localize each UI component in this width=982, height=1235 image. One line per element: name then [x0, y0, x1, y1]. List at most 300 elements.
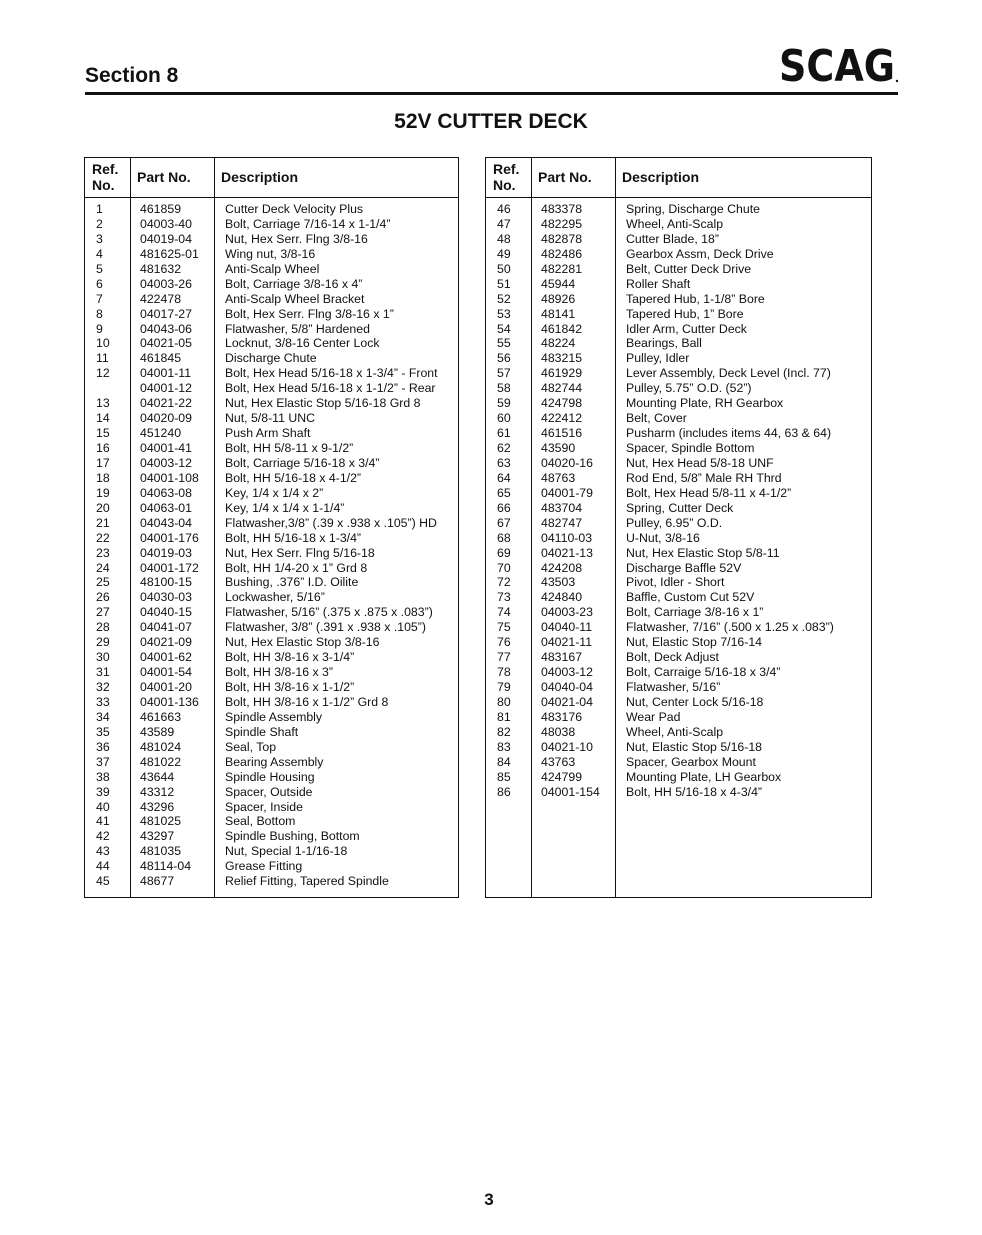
part-no-cell: 04001-108: [140, 470, 199, 485]
table-row: [486, 680, 871, 695]
table-row: [486, 426, 871, 441]
part-no-cell: 04001-11: [140, 366, 192, 381]
description-cell: Bolt, HH 3/8-16 x 3-1/4”: [225, 650, 355, 665]
table-row: [486, 247, 871, 262]
part-no-cell: 481632: [140, 261, 182, 276]
ref-no-cell: 67: [497, 515, 511, 530]
ref-no-cell: 19: [96, 485, 110, 500]
ref-no-cell: 21: [96, 515, 110, 530]
part-no-cell: 04040-11: [541, 620, 593, 635]
part-no-cell: 481024: [140, 739, 182, 754]
ref-no-cell: 72: [497, 575, 511, 590]
table-row: [85, 322, 458, 337]
description-cell: Bolt, Hex Head 5/16-18 x 1-1/2” - Rear: [225, 381, 436, 396]
table-row: [486, 770, 871, 785]
table-row: [85, 232, 458, 247]
table-row: [486, 486, 871, 501]
description-cell: Spindle Assembly: [225, 709, 323, 724]
ref-no-cell: 76: [497, 635, 511, 650]
part-no-cell: 461842: [541, 321, 583, 336]
table-row: [85, 351, 458, 366]
ref-no-cell: 53: [497, 306, 511, 321]
part-no-cell: 04063-01: [140, 500, 192, 515]
part-no-cell: 422478: [140, 291, 182, 306]
ref-no-cell: 74: [497, 605, 511, 620]
ref-no-cell: 52: [497, 291, 511, 306]
description-cell: Nut, Elastic Stop 5/16-18: [626, 739, 763, 754]
part-no-cell: 481035: [140, 844, 182, 859]
description-cell: Spacer, Outside: [225, 784, 313, 799]
ref-no-cell: 81: [497, 709, 511, 724]
description-cell: Bolt, HH 1/4-20 x 1” Grd 8: [225, 560, 368, 575]
description-cell: Rod End, 5/8” Male RH Thrd: [626, 470, 782, 485]
table-row: [85, 411, 458, 426]
part-no-cell: 461845: [140, 351, 182, 366]
header-rule: [85, 92, 898, 95]
table-row: [85, 531, 458, 546]
description-cell: Wing nut, 3/8-16: [225, 246, 316, 261]
ref-no-cell: 54: [497, 321, 511, 336]
ref-no-cell: 73: [497, 590, 511, 605]
description-cell: Grease Fitting: [225, 859, 303, 874]
table-row: [486, 785, 871, 800]
description-cell: Bearings, Ball: [626, 336, 702, 351]
ref-no-cell: 82: [497, 724, 511, 739]
part-no-cell: 04001-136: [140, 694, 199, 709]
table-row: [486, 307, 871, 322]
part-no-cell: 482486: [541, 246, 583, 261]
part-no-cell: 461663: [140, 709, 182, 724]
ref-no-cell: 10: [96, 336, 110, 351]
ref-no-cell: 28: [96, 620, 110, 635]
part-no-cell: 424208: [541, 560, 583, 575]
description-cell: Flatwasher, 7/16” (.500 x 1.25 x .083”): [626, 620, 834, 635]
ref-no-cell: 68: [497, 530, 511, 545]
description-cell: Bolt, HH 5/16-18 x 4-1/2”: [225, 470, 362, 485]
description-cell: Spring, Cutter Deck: [626, 500, 734, 515]
ref-no-cell: 84: [497, 754, 511, 769]
description-cell: Pivot, Idler - Short: [626, 575, 725, 590]
ref-no-cell: 5: [96, 261, 103, 276]
table-row: [486, 620, 871, 635]
ref-no-cell: 32: [96, 680, 110, 694]
part-no-cell: 04001-176: [140, 530, 199, 545]
description-cell: Gearbox Assm, Deck Drive: [626, 246, 774, 261]
part-no-cell: 482295: [541, 216, 583, 231]
description-cell: Bolt, HH 5/16-18 x 4-3/4”: [626, 784, 763, 799]
part-no-cell: 04043-06: [140, 321, 192, 336]
ref-no-cell: 66: [497, 500, 511, 515]
description-cell: Tapered Hub, 1” Bore: [626, 306, 744, 321]
table-row: [85, 426, 458, 441]
table-row: [85, 710, 458, 725]
description-cell: Spacer, Spindle Bottom: [626, 441, 755, 455]
ref-no-cell: 78: [497, 665, 511, 680]
ref-no-cell: 37: [96, 754, 110, 769]
table-body: [85, 202, 458, 889]
table-header: [486, 158, 871, 198]
description-cell: Nut, Hex Elastic Stop 3/8-16: [225, 635, 380, 650]
table-row: [486, 292, 871, 307]
description-cell: Spring, Discharge Chute: [626, 202, 760, 216]
part-no-cell: 482281: [541, 261, 583, 276]
table-row: [486, 441, 871, 456]
ref-no-cell: 12: [96, 366, 110, 381]
part-no-cell: 43312: [140, 784, 175, 799]
description-cell: Bolt, Deck Adjust: [626, 650, 719, 665]
table-row: [85, 814, 458, 829]
page-number: 3: [484, 1190, 494, 1209]
part-no-cell: 48926: [541, 291, 576, 306]
description-cell: Bolt, Carraige 5/16-18 x 3/4”: [626, 665, 781, 680]
ref-no-cell: 1: [96, 202, 103, 216]
part-no-cell: 43589: [140, 724, 175, 739]
scag-logo: [779, 41, 899, 92]
table-row: [486, 396, 871, 411]
table-row: [85, 501, 458, 516]
description-cell: Flatwasher,3/8” (.39 x .938 x .105”) HD: [225, 515, 437, 530]
ref-no-cell: 85: [497, 769, 511, 784]
ref-no-cell: 9: [96, 321, 103, 336]
ref-no-cell: 27: [96, 605, 110, 620]
part-no-cell: 04021-10: [541, 739, 593, 754]
part-no-cell: 482878: [541, 231, 583, 246]
table-header: [85, 158, 458, 198]
part-no-cell: 04040-04: [541, 680, 593, 694]
table-row: [486, 695, 871, 710]
description-cell: Lever Assembly, Deck Level (Incl. 77): [626, 366, 831, 381]
description-cell: Belt, Cover: [626, 411, 687, 426]
ref-no-cell: 79: [497, 680, 511, 694]
column-header-part: Part No.: [538, 169, 592, 185]
ref-no-cell: 60: [497, 411, 511, 426]
part-no-cell: 04021-04: [541, 694, 593, 709]
ref-no-cell: 49: [497, 246, 511, 261]
description-cell: Mounting Plate, LH Gearbox: [626, 769, 782, 784]
part-no-cell: 04001-12: [140, 381, 192, 396]
part-no-cell: 04030-03: [140, 590, 192, 605]
ref-no-cell: 23: [96, 545, 110, 560]
parts-table-left: [84, 157, 459, 898]
part-no-cell: 04020-09: [140, 411, 192, 426]
table-row: [486, 456, 871, 471]
description-cell: Cutter Deck Velocity Plus: [225, 202, 364, 216]
description-cell: Wheel, Anti-Scalp: [626, 216, 724, 231]
ref-no-cell: 17: [96, 455, 110, 470]
part-no-cell: 481625-01: [140, 246, 199, 261]
part-no-cell: 483378: [541, 202, 583, 216]
description-cell: Wheel, Anti-Scalp: [626, 724, 724, 739]
ref-no-cell: 25: [96, 575, 110, 590]
description-cell: Bolt, HH 3/8-16 x 3”: [225, 665, 333, 680]
ref-no-cell: 11: [96, 351, 109, 366]
description-cell: Nut, Special 1-1/16-18: [225, 844, 348, 859]
ref-no-cell: 55: [497, 336, 511, 351]
ref-no-cell: 7: [96, 291, 103, 306]
table-row: [486, 336, 871, 351]
part-no-cell: 43297: [140, 829, 175, 844]
part-no-cell: 04041-07: [140, 620, 192, 635]
description-cell: Nut, Hex Serr. Flng 5/16-18: [225, 545, 375, 560]
table-row: [85, 262, 458, 277]
table-row: [85, 381, 458, 396]
ref-no-cell: 64: [497, 470, 511, 485]
ref-no-cell: 77: [497, 650, 511, 665]
table-row: [486, 575, 871, 590]
part-no-cell: 04001-79: [541, 485, 593, 500]
part-no-cell: 43763: [541, 754, 576, 769]
table-row: [85, 217, 458, 232]
ref-no-cell: 83: [497, 739, 511, 754]
part-no-cell: 04110-03: [541, 530, 593, 545]
ref-no-cell: 22: [96, 530, 110, 545]
table-row: [486, 546, 871, 561]
ref-no-cell: 57: [497, 366, 511, 381]
description-cell: Key, 1/4 x 1/4 x 1-1/4”: [225, 500, 345, 515]
column-header-part: Part No.: [137, 169, 191, 185]
table-row: [486, 501, 871, 516]
description-cell: Bolt, Carriage 5/16-18 x 3/4”: [225, 455, 380, 470]
part-no-cell: 45944: [541, 276, 576, 291]
table-row: [85, 546, 458, 561]
description-cell: Bolt, Hex Serr. Flng 3/8-16 x 1”: [225, 306, 394, 321]
ref-no-cell: 2: [96, 216, 103, 231]
table-row: [85, 725, 458, 740]
table-row: [486, 471, 871, 486]
table-row: [85, 695, 458, 710]
section-title: Section 8: [85, 64, 179, 87]
ref-no-cell: 26: [96, 590, 110, 605]
part-no-cell: 04019-04: [140, 231, 192, 246]
part-no-cell: 04001-172: [140, 560, 199, 575]
ref-no-cell: 33: [96, 694, 110, 709]
ref-no-cell: 38: [96, 769, 110, 784]
description-cell: Idler Arm, Cutter Deck: [626, 321, 747, 336]
part-no-cell: 04021-05: [140, 336, 192, 351]
table-row: [486, 277, 871, 292]
table-row: [85, 605, 458, 620]
part-no-cell: 451240: [140, 426, 182, 441]
ref-no-cell: 41: [96, 814, 110, 829]
table-row: [85, 785, 458, 800]
table-row: [486, 561, 871, 576]
part-no-cell: 483176: [541, 709, 583, 724]
part-no-cell: 43503: [541, 575, 576, 590]
ref-no-cell: 30: [96, 650, 110, 665]
part-no-cell: 04040-15: [140, 605, 192, 620]
description-cell: Spacer, Inside: [225, 799, 303, 814]
column-header-description: Description: [221, 169, 299, 185]
table-row: [85, 292, 458, 307]
description-cell: Flatwasher, 3/8” (.391 x .938 x .105”): [225, 620, 426, 635]
table-row: [486, 217, 871, 232]
ref-no-cell: 31: [96, 665, 110, 680]
ref-no-cell: 50: [497, 261, 511, 276]
description-cell: Nut, 5/8-11 UNC: [225, 411, 315, 426]
table-row: [486, 381, 871, 396]
part-no-cell: 424840: [541, 590, 583, 605]
table-row: [85, 277, 458, 292]
ref-no-cell: 3: [96, 231, 103, 246]
description-cell: Nut, Hex Elastic Stop 5/8-11: [626, 545, 780, 560]
ref-no-cell: 16: [96, 441, 110, 455]
table-row: [486, 740, 871, 755]
table-row: [486, 605, 871, 620]
description-cell: Roller Shaft: [626, 276, 691, 291]
table-row: [486, 262, 871, 277]
part-no-cell: 04020-16: [541, 455, 593, 470]
table-row: [85, 471, 458, 486]
description-cell: Lockwasher, 5/16”: [225, 590, 325, 605]
part-no-cell: 04043-04: [140, 515, 192, 530]
logo-text: SCAG: [779, 41, 895, 92]
part-no-cell: 461516: [541, 426, 583, 441]
table-row: [486, 650, 871, 665]
ref-no-cell: 43: [96, 844, 110, 859]
description-cell: Discharge Baffle 52V: [626, 560, 742, 575]
table-row: [486, 531, 871, 546]
description-cell: Baffle, Custom Cut 52V: [626, 590, 755, 605]
table-row: [85, 665, 458, 680]
ref-no-cell: 48: [497, 231, 511, 246]
ref-no-cell: 20: [96, 500, 110, 515]
description-cell: Nut, Hex Elastic Stop 5/16-18 Grd 8: [225, 396, 421, 411]
part-no-cell: 04021-22: [140, 396, 192, 411]
ref-no-cell: 44: [96, 859, 110, 874]
part-no-cell: 48763: [541, 470, 576, 485]
table-row: [85, 620, 458, 635]
table-row: [486, 411, 871, 426]
part-no-cell: 48141: [541, 306, 576, 321]
ref-no-cell: 13: [96, 396, 110, 411]
description-cell: Spindle Shaft: [225, 724, 299, 739]
table-row: [85, 844, 458, 859]
ref-no-cell: 40: [96, 799, 110, 814]
ref-no-cell: 8: [96, 306, 103, 321]
part-no-cell: 04017-27: [140, 306, 192, 321]
ref-no-cell: 34: [96, 709, 110, 724]
table-row: [85, 800, 458, 815]
table-row: [486, 635, 871, 650]
ref-no-cell: 56: [497, 351, 511, 366]
part-no-cell: 461859: [140, 202, 182, 216]
table-row: [85, 366, 458, 381]
description-cell: Mounting Plate, RH Gearbox: [626, 396, 784, 411]
table-row: [486, 232, 871, 247]
table-row: [85, 829, 458, 844]
table-row: [486, 366, 871, 381]
part-no-cell: 04003-40: [140, 216, 192, 231]
part-no-cell: 461929: [541, 366, 583, 381]
description-cell: U-Nut, 3/8-16: [626, 530, 700, 545]
table-row: [85, 202, 458, 217]
description-cell: Nut, Elastic Stop 7/16-14: [626, 635, 763, 650]
ref-no-cell: 46: [497, 202, 511, 216]
ref-no-cell: 36: [96, 739, 110, 754]
ref-no-cell: 63: [497, 455, 511, 470]
page-title: 52V CUTTER DECK: [394, 110, 588, 133]
part-no-cell: 04003-12: [541, 665, 593, 680]
description-cell: Spindle Housing: [225, 769, 315, 784]
table-row: [85, 396, 458, 411]
table-row: [85, 859, 458, 874]
description-cell: Bushing, .376” I.D. Oilite: [225, 575, 359, 590]
table-row: [85, 740, 458, 755]
ref-no-cell: 6: [96, 276, 103, 291]
part-no-cell: 04019-03: [140, 545, 192, 560]
ref-no-cell: 24: [96, 560, 110, 575]
ref-no-cell: 15: [96, 426, 110, 441]
ref-no-cell: 14: [96, 411, 110, 426]
table-row: [85, 561, 458, 576]
description-cell: Push Arm Shaft: [225, 426, 311, 441]
part-no-cell: 483167: [541, 650, 583, 665]
part-no-cell: 48224: [541, 336, 576, 351]
table-row: [85, 770, 458, 785]
description-cell: Nut, Center Lock 5/16-18: [626, 694, 764, 709]
description-cell: Nut, Hex Serr. Flng 3/8-16: [225, 231, 368, 246]
part-no-cell: 04001-54: [140, 665, 192, 680]
table-row: [486, 755, 871, 770]
description-cell: Bolt, Carriage 3/8-16 x 1”: [626, 605, 764, 620]
ref-no-cell: 35: [96, 724, 110, 739]
table-row: [85, 456, 458, 471]
part-no-cell: 483704: [541, 500, 583, 515]
parts-table-right: [485, 157, 872, 898]
description-cell: Wear Pad: [626, 709, 681, 724]
description-cell: Bolt, Hex Head 5/16-18 x 1-3/4” - Front: [225, 366, 438, 381]
part-no-cell: 481025: [140, 814, 182, 829]
table-row: [85, 441, 458, 456]
ref-no-cell: 69: [497, 545, 511, 560]
part-no-cell: 04063-08: [140, 485, 192, 500]
part-no-cell: 482747: [541, 515, 583, 530]
ref-no-cell: 75: [497, 620, 511, 635]
ref-no-cell: 80: [497, 694, 511, 709]
ref-no-cell: 18: [96, 470, 110, 485]
ref-no-cell: 4: [96, 246, 103, 261]
description-cell: Nut, Hex Head 5/8-18 UNF: [626, 455, 774, 470]
part-no-cell: 422412: [541, 411, 583, 426]
description-cell: Tapered Hub, 1-1/8” Bore: [626, 291, 765, 306]
description-cell: Seal, Top: [225, 739, 277, 754]
part-no-cell: 04021-09: [140, 635, 192, 650]
part-no-cell: 04001-20: [140, 680, 192, 694]
part-no-cell: 04021-13: [541, 545, 593, 560]
description-cell: Pulley, 5.75” O.D. (52”): [626, 381, 752, 396]
description-cell: Flatwasher, 5/16” (.375 x .875 x .083”): [225, 605, 433, 620]
table-row: [85, 516, 458, 531]
column-header-ref: Ref. No.: [493, 161, 520, 193]
ref-no-cell: 59: [497, 396, 511, 411]
table-row: [486, 322, 871, 337]
description-cell: Bolt, HH 5/16-18 x 1-3/4”: [225, 530, 362, 545]
description-cell: Anti-Scalp Wheel: [225, 261, 320, 276]
part-no-cell: 43644: [140, 769, 175, 784]
description-cell: Seal, Bottom: [225, 814, 296, 829]
part-no-cell: 48677: [140, 874, 175, 889]
table-row: [85, 680, 458, 695]
description-cell: Discharge Chute: [225, 351, 317, 366]
description-cell: Spindle Bushing, Bottom: [225, 829, 360, 844]
description-cell: Bolt, HH 5/8-11 x 9-1/2”: [225, 441, 354, 455]
description-cell: Pulley, Idler: [626, 351, 690, 366]
table-row: [486, 725, 871, 740]
table-row: [85, 336, 458, 351]
description-cell: Bolt, Carriage 7/16-14 x 1-1/4”: [225, 216, 391, 231]
description-cell: Locknut, 3/8-16 Center Lock: [225, 336, 380, 351]
part-no-cell: 04001-154: [541, 784, 600, 799]
